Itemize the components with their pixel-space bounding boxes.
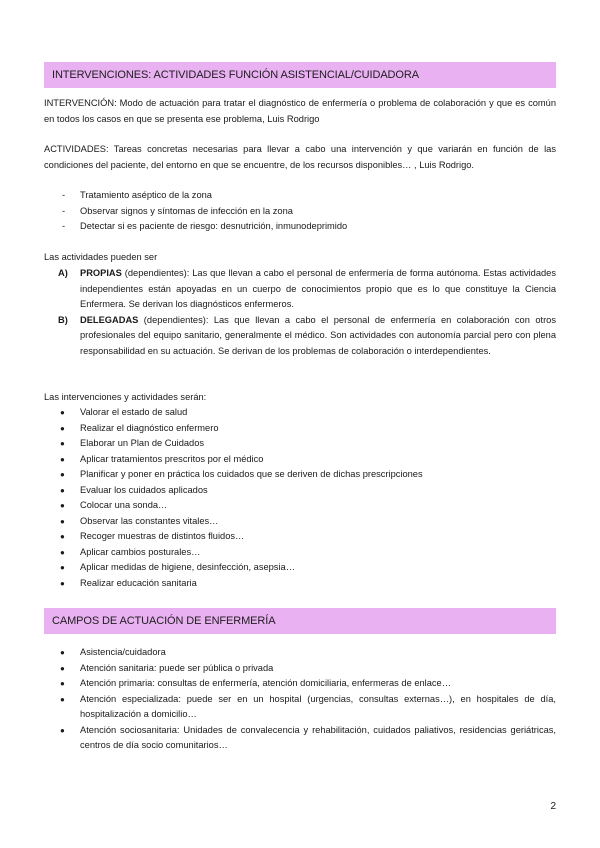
list-item: - Tratamiento aséptico de la zona (62, 190, 212, 200)
list-item: ● Observar las constantes vitales… (60, 515, 219, 526)
seran-text: Las intervenciones y actividades serán: (44, 392, 207, 402)
dash-list (44, 188, 556, 235)
term-delegadas: DELEGADAS (80, 314, 139, 325)
list-item: ● Aplicar medidas de higiene, desinfección, asepsia… (60, 562, 295, 572)
list-item: ● Aplicar cambios posturales… (60, 546, 201, 557)
section-heading: INTERVENCIONES: ACTIVIDADES FUNCIÓN ASISTENCIAL/CUIDADORA (52, 69, 419, 81)
list-item: ● Atención especializada: puede ser en un hospital (urgencias, consultas externas…), en hospitales de día, hospitalización a domicilio… (60, 693, 556, 719)
list-item: ● Atención primaria: consultas de enfermería, atención domiciliaria, enfermeras de enlace… (60, 678, 452, 688)
list-item: ● Realizar el diagnóstico enfermero (60, 422, 219, 433)
list-item: ● Atención sanitaria: puede ser pública o privada (60, 662, 274, 673)
activity-type-item: B) DELEGADAS (dependientes): Las que llevan a cabo el personal de enfermería en colaboración con otros profesionales del equipo sanitario, generalmente el médico. Son actividades con autonomía parcial pero con plena responsabilidad en su actuación. Se derivan de los problemas de colaboración o interdependientes. (58, 314, 556, 356)
section-heading: CAMPOS DE ACTUACIÓN DE ENFERMERÍA (52, 615, 276, 627)
section-heading-band (44, 608, 556, 634)
bullet-list (44, 645, 556, 754)
list-item: ● Valorar el estado de salud (60, 407, 188, 417)
list-item: ● Planificar y poner en práctica los cuidados que se deriven de dichas prescripciones (60, 469, 423, 479)
pueden-ser-text: Las actividades pueden ser (44, 252, 158, 262)
activity-type-item: A) PROPIAS (dependientes): Las que llevan a cabo el personal de enfermería de forma autónoma. Estas actividades independientes están apoyadas en un cuerpo de conocimientos propio que es lo que constituye la Ciencia Enfermera. Se derivan los diagnósticos enfermeros. (58, 268, 556, 309)
list-item: ● Colocar una sonda… (60, 500, 168, 510)
list-item: ● Realizar educación sanitaria (60, 577, 197, 588)
term-propias: PROPIAS (80, 268, 122, 278)
list-item: - Detectar si es paciente de riesgo: desnutrición, inmunodeprimido (62, 221, 348, 231)
list-item: ● Atención sociosanitaria: Unidades de convalecencia y rehabilitación, cuidados paliativos, residencias geriátricas, centros de día socio comunitarios… (60, 724, 556, 750)
list-item: ● Elaborar un Plan de Cuidados (60, 438, 205, 448)
list-item: ● Evaluar los cuidados aplicados (60, 484, 208, 495)
page-number: 2 (550, 801, 556, 812)
intervencion-definition: INTERVENCIÓN: Modo de actuación para tratar el diagnóstico de enfermería o problema de colaboración y que es común en todos los casos en que se presenta ese problema, Luis Rodrigo (44, 98, 556, 124)
list-item: ● Asistencia/cuidadora (60, 647, 166, 657)
section-heading-band (44, 62, 556, 88)
list-item: ● Recoger muestras de distintos fluidos… (60, 531, 245, 541)
list-item: ● Aplicar tratamientos prescritos por el médico (60, 453, 264, 464)
activity-types-list (44, 266, 556, 359)
bullet-list (44, 405, 556, 591)
list-item: - Observar signos y síntomas de infección en la zona (62, 205, 293, 216)
actividades-definition: ACTIVIDADES: Tareas concretas necesarias para llevar a cabo una intervención y que variarán en función de las condiciones del paciente, del entorno en que se encuentre, de los recursos disponibles… , Luis Rodrigo. (44, 144, 556, 170)
